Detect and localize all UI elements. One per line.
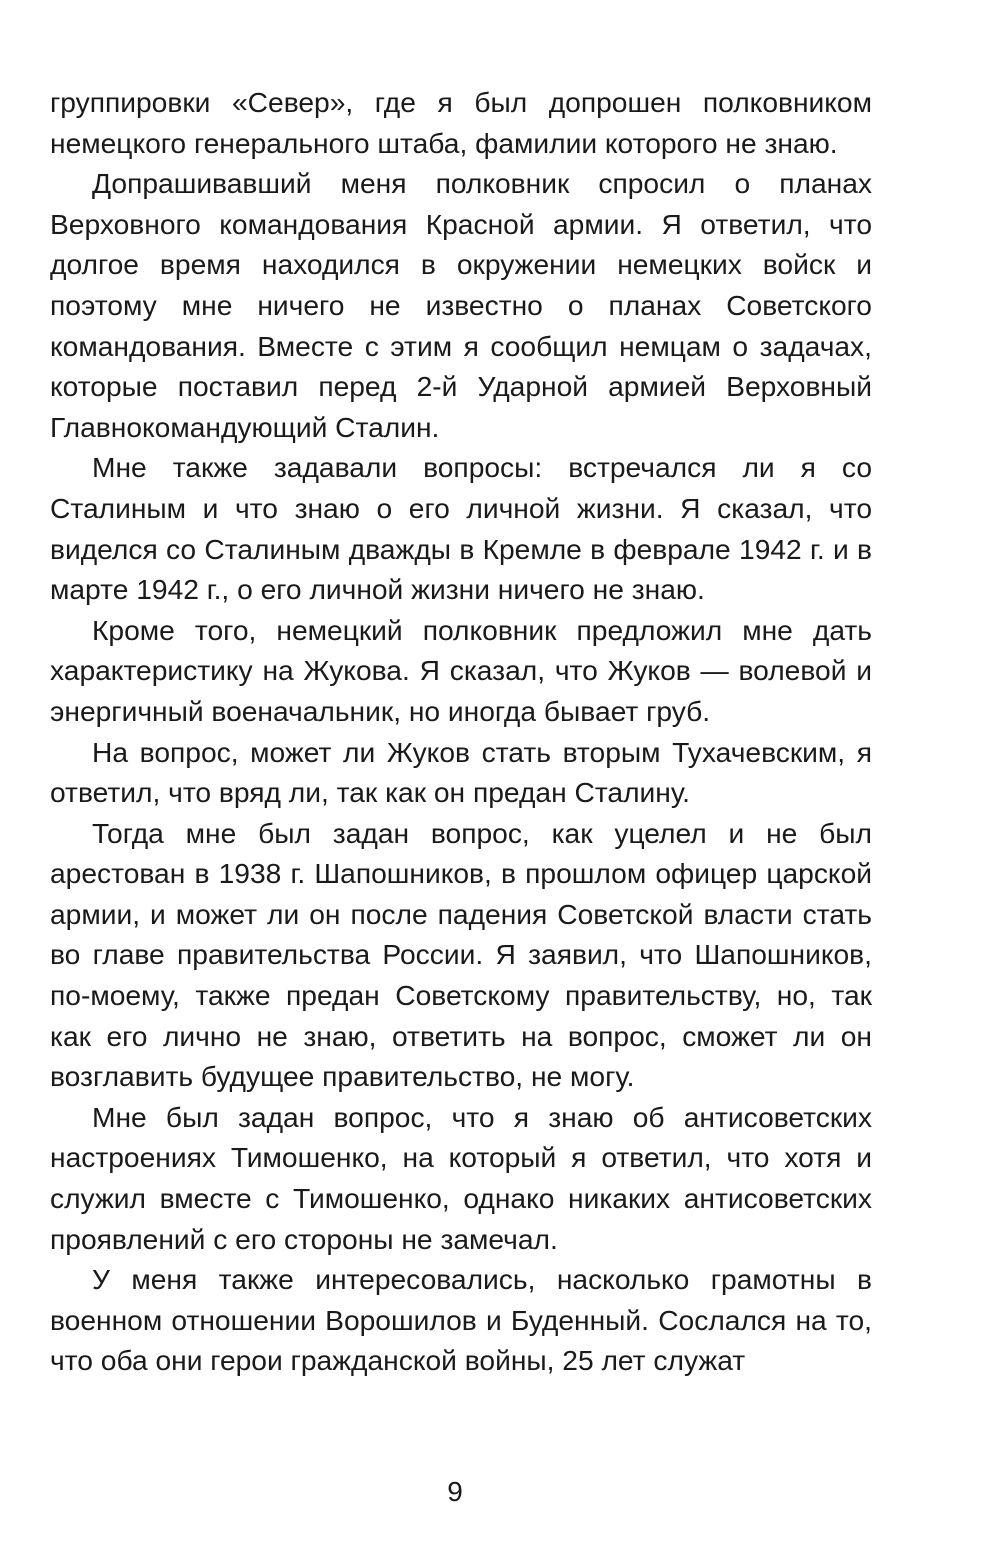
paragraph: Мне был задан вопрос, что я знаю об антисоветских настроениях Тимошенко, на который я ответил, что хотя и служил вместе с Тимошенко, однако никаких антисоветских проявлений с его стороны не замечал.	[50, 1100, 872, 1255]
paragraph: У меня также интересовались, насколько грамотны в военном отношении Ворошилов и Буденный. Сослался на то, что оба они герои гражданской войны, 25 лет служат	[50, 1263, 872, 1377]
paragraph: Мне также задавали вопросы: встречался ли я со Сталиным и что знаю о его личной жизни. Я сказал, что виделся со Сталиным дважды в Кремле в феврале 1942 г. и в марте 1942 г., о его личной жизни ничего не знаю.	[50, 451, 872, 606]
paragraph: Допрашивавший меня полковник спросил о планах Верховного командования Красной армии. Я ответил, что долгое время находился в окружении немецких войск и поэтому мне ничего не известно о планах Советского командования. Вместе с этим я сообщил немцам о задачах, которые поставил перед 2-й Ударной армией Верховный Главнокомандующий Сталин.	[50, 167, 872, 443]
paragraph: Кроме того, немецкий полковник предложил мне дать характеристику на Жукова. Я сказал, что Жуков — волевой и энергичный военачальник, но иногда бывает груб.	[50, 613, 872, 727]
page-number: 9	[447, 1476, 463, 1507]
body-text	[50, 82, 872, 1381]
paragraph: На вопрос, может ли Жуков стать вторым Тухачевским, я ответил, что вряд ли, так как он предан Сталину.	[50, 735, 872, 809]
paragraph: Тогда мне был задан вопрос, как уцелел и не был арестован в 1938 г. Шапошников, в прошлом офицер царской армии, и может ли он после падения Советской власти стать во главе правительства России. Я заявил, что Шапошников, по-моему, также предан Советскому правительству, но, так как его лично не знаю, ответить на вопрос, сможет ли он возглавить будущее правительство, не могу.	[50, 816, 872, 1093]
paragraph-continued: группировки «Север», где я был допрошен полковником немецкого генерального штаба, фамилии которого не знаю.	[50, 86, 872, 159]
